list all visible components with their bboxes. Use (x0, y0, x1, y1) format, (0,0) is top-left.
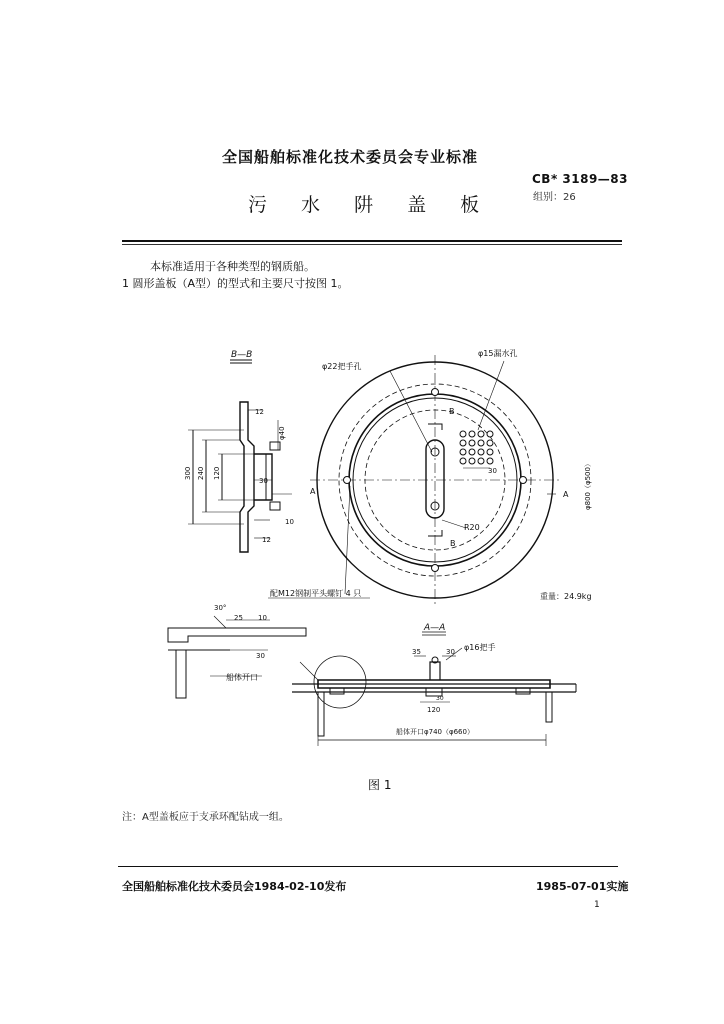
dim-120: 120 (213, 466, 221, 480)
dim-120-aa: 120 (427, 706, 441, 714)
issue-date: 全国船舶标准化技术委员会1984-02-10发布 (122, 880, 347, 893)
document-title: 污 水 阱 盖 板 (248, 194, 494, 216)
label-b-top: B (449, 407, 455, 416)
label-hull-opening: 船体开口 (226, 673, 258, 682)
category-group: 组别：26 (533, 192, 576, 203)
detail-view (168, 616, 306, 698)
label-handle-hole-22: φ22把手孔 (322, 362, 362, 371)
dim-10: 10 (285, 518, 294, 526)
dim-12-bottom: 12 (262, 536, 271, 544)
dim-phi800: φ800（φ500） (584, 460, 592, 510)
label-bolt-note: 配M12钢制平头螺钉 4 只 (270, 589, 362, 598)
dim-25: 25 (234, 614, 243, 622)
dim-30-aa-center: 30 (436, 695, 444, 702)
dim-30-aa: 30 (446, 648, 455, 656)
figure-note: 注：A型盖板应于支承环配钻成一组。 (122, 812, 289, 823)
dim-30-holes: 30 (488, 467, 497, 475)
dim-10-detail: 10 (258, 614, 267, 622)
dim-300: 300 (184, 466, 192, 480)
label-r20: R20 (464, 523, 480, 532)
page-number: 1 (594, 900, 600, 910)
dim-35: 35 (412, 648, 421, 656)
section-bb-view (188, 360, 292, 552)
dim-hull-opening: 船体开口φ740（φ660） (396, 728, 474, 736)
dim-240: 240 (197, 466, 205, 480)
dim-phi40: φ40 (278, 426, 286, 440)
dim-30-handle: 30 (259, 477, 268, 485)
section-bb-label: B—B (231, 350, 253, 360)
section-aa-label: A—A (424, 623, 446, 633)
label-b-bottom: B (450, 539, 456, 548)
clause-1: 1 圆形盖板（A型）的型式和主要尺寸按图 1。 (122, 277, 349, 290)
effective-date: 1985-07-01实施 (536, 880, 629, 893)
dim-30-detail: 30 (256, 652, 265, 660)
label-weight: 重量：24.9kg (540, 592, 592, 601)
label-a-left: A (310, 487, 316, 496)
dim-12-top: 12 (255, 408, 264, 416)
standard-code: CB* 3189—83 (532, 172, 629, 186)
plan-view (310, 355, 562, 606)
figure-caption: 图 1 (368, 778, 392, 792)
footer-rule (118, 866, 618, 867)
drain-holes-grid (460, 431, 493, 464)
label-a-right: A (563, 490, 569, 499)
scope-paragraph: 本标准适用于各种类型的钢质船。 (150, 260, 315, 273)
label-drain-holes-15: φ15漏水孔 (478, 349, 518, 358)
dim-30deg: 30° (214, 604, 227, 612)
label-handle-16: φ16把手 (464, 643, 496, 652)
issuing-organization: 全国船舶标准化技术委员会专业标准 (222, 148, 479, 166)
